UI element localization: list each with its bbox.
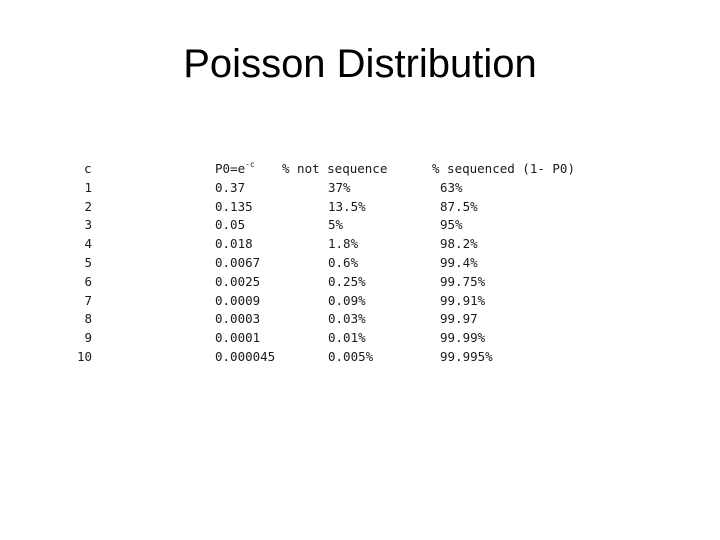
cell-p0: 0.37 bbox=[215, 179, 246, 195]
cell-sequenced: 63% bbox=[440, 179, 463, 195]
cell-not-sequenced: 13.5% bbox=[328, 198, 366, 214]
cell-sequenced: 99.91% bbox=[440, 292, 486, 308]
cell-sequenced: 99.97 bbox=[440, 311, 478, 327]
cell-not-sequenced: 0.01% bbox=[328, 330, 366, 346]
cell-sequenced: 98.2% bbox=[440, 236, 478, 252]
cell-p0: 0.0003 bbox=[215, 311, 261, 327]
cell-not-sequenced: 5% bbox=[328, 217, 344, 233]
cell-c: 4 bbox=[84, 236, 92, 252]
header-p0 bbox=[215, 160, 255, 178]
cell-c: 10 bbox=[76, 348, 92, 364]
cell-not-sequenced: 1.8% bbox=[328, 236, 359, 252]
cell-not-sequenced: 0.005% bbox=[328, 348, 374, 364]
header-c: c bbox=[84, 161, 92, 176]
cell-p0: 0.0009 bbox=[215, 292, 261, 308]
cell-c: 9 bbox=[84, 330, 92, 346]
cell-sequenced: 99.99% bbox=[440, 330, 486, 346]
cell-c: 1 bbox=[84, 179, 92, 195]
cell-not-sequenced: 0.03% bbox=[328, 311, 366, 327]
cell-c: 2 bbox=[84, 198, 92, 214]
cell-p0: 0.000045 bbox=[215, 348, 276, 364]
cell-p0: 0.05 bbox=[215, 217, 246, 233]
cell-p0: 0.018 bbox=[215, 236, 253, 252]
cell-p0: 0.135 bbox=[215, 198, 253, 214]
cell-c: 7 bbox=[84, 292, 92, 308]
cell-p0: 0.0067 bbox=[215, 254, 261, 270]
cell-sequenced: 99.995% bbox=[440, 348, 493, 364]
cell-not-sequenced: 0.09% bbox=[328, 292, 366, 308]
cell-not-sequenced: 37% bbox=[328, 179, 351, 195]
cell-c: 8 bbox=[84, 311, 92, 327]
cell-not-sequenced: 0.25% bbox=[328, 273, 366, 289]
header-sequenced: % sequenced (1- P0) bbox=[432, 161, 575, 176]
cell-c: 3 bbox=[84, 217, 92, 233]
cell-sequenced: 95% bbox=[440, 217, 463, 233]
header-p0-exponent: -c bbox=[245, 160, 255, 169]
header-not-sequenced: % not sequence bbox=[282, 161, 388, 176]
slide-title: Poisson Distribution bbox=[183, 42, 537, 86]
cell-p0: 0.0001 bbox=[215, 330, 261, 346]
cell-not-sequenced: 0.6% bbox=[328, 254, 359, 270]
cell-sequenced: 87.5% bbox=[440, 198, 478, 214]
cell-sequenced: 99.4% bbox=[440, 254, 478, 270]
cell-sequenced: 99.75% bbox=[440, 273, 486, 289]
cell-p0: 0.0025 bbox=[215, 273, 261, 289]
cell-c: 6 bbox=[84, 273, 92, 289]
cell-c: 5 bbox=[84, 254, 92, 270]
header-p0-base: P0=e bbox=[215, 161, 246, 176]
